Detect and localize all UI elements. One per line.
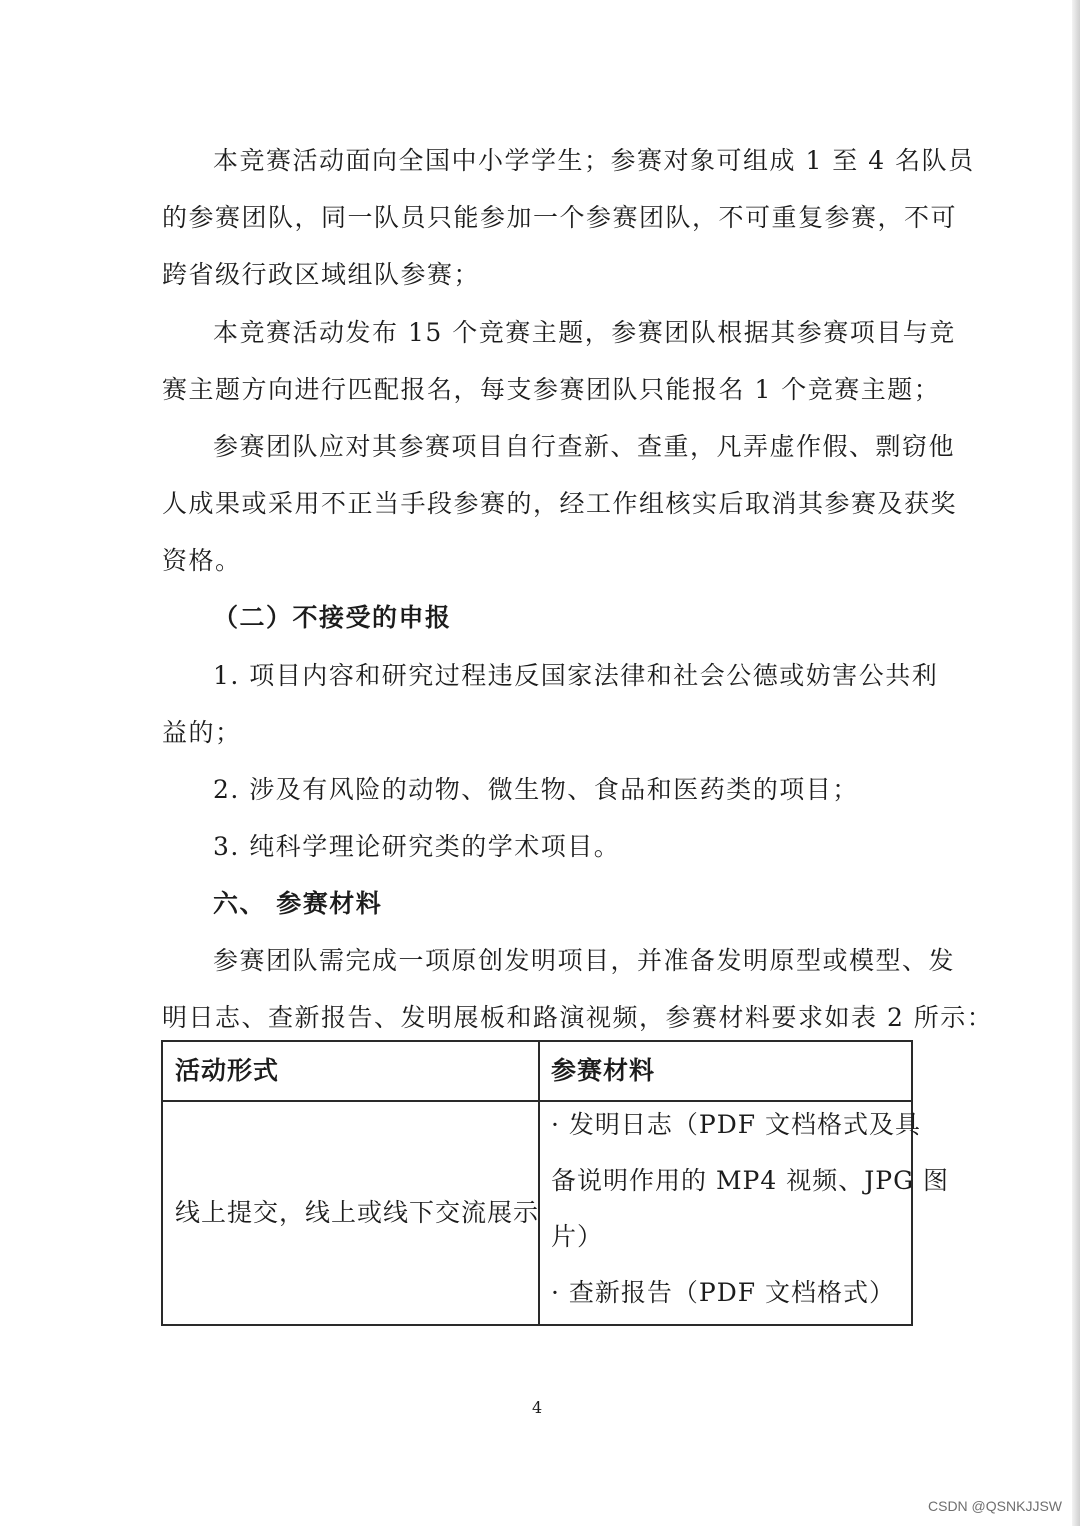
page-number: 4	[532, 1398, 543, 1417]
section-heading-rejected: （二）不接受的申报	[213, 603, 452, 632]
paragraph-line: 跨省级行政区域组队参赛；	[162, 260, 481, 289]
table-cell-materials-line: 备说明作用的 MP4 视频、JPG 图	[551, 1166, 949, 1195]
list-item: 3. 纯科学理论研究类的学术项目。	[213, 832, 621, 861]
page-edge	[1072, 0, 1080, 1526]
materials-table	[161, 1040, 949, 1326]
list-item: 2. 涉及有风险的动物、微生物、食品和医药类的项目；	[213, 775, 859, 804]
watermark: CSDN @QSNKJJSW	[928, 1498, 1062, 1514]
table-cell-materials-line: · 查新报告（PDF 文档格式）	[551, 1278, 896, 1307]
paragraph-line: 赛主题方向进行匹配报名，每支参赛团队只能报名 1 个竞赛主题；	[162, 375, 941, 404]
paragraph-line: 本竞赛活动发布 15 个竞赛主题，参赛团队根据其参赛项目与竞	[213, 318, 956, 347]
table-header-materials: 参赛材料	[551, 1056, 656, 1085]
table-cell-form: 线上提交，线上或线下交流展示	[175, 1198, 540, 1227]
table-divider-horizontal	[163, 1100, 911, 1102]
paragraph-line: 的参赛团队，同一队员只能参加一个参赛团队，不可重复参赛，不可	[162, 203, 958, 232]
list-item: 1. 项目内容和研究过程违反国家法律和社会公德或妨害公共利	[213, 661, 939, 690]
section-heading-materials: 六、 参赛材料	[213, 889, 383, 918]
paragraph-line: 参赛团队需完成一项原创发明项目，并准备发明原型或模型、发	[213, 946, 956, 975]
paragraph-line: 明日志、查新报告、发明展板和路演视频，参赛材料要求如表 2 所示：	[162, 1003, 994, 1032]
paragraph-line: 人成果或采用不正当手段参赛的，经工作组核实后取消其参赛及获奖	[162, 489, 958, 518]
table-cell-materials-line: · 发明日志（PDF 文档格式及具	[551, 1110, 922, 1139]
table-divider-vertical	[538, 1042, 540, 1324]
table-header-form: 活动形式	[175, 1056, 280, 1085]
paragraph-line: 本竞赛活动面向全国中小学学生；参赛对象可组成 1 至 4 名队员	[213, 146, 975, 175]
paragraph-line: 参赛团队应对其参赛项目自行查新、查重，凡弄虚作假、剽窃他	[213, 432, 956, 461]
table-cell-materials-line: 片）	[551, 1222, 604, 1251]
paragraph-line: 资格。	[162, 546, 242, 575]
list-item: 益的；	[162, 718, 242, 747]
